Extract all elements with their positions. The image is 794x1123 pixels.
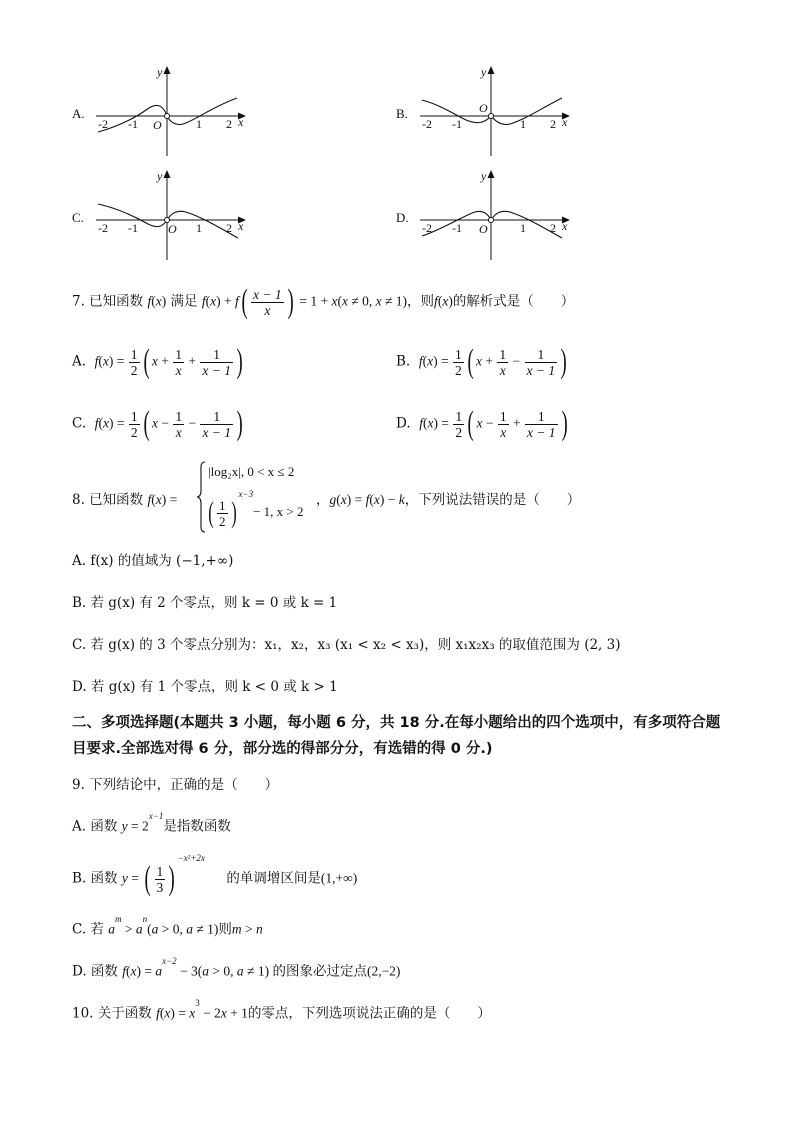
q10-stem: 10. 关于函数 $f(x) = x^3 - 2x + 1$的零点，下列选项说法正确的是（ ） xyxy=(72,998,491,1022)
tick-label: -2 xyxy=(98,221,108,235)
q9-option-d: D. 函数 $f(x) = a^{x-2} - 3(a > 0$, a ≠ 1) 的图象必过定点(2,−2) xyxy=(72,956,401,980)
q9-stem: 9. 下列结论中，正确的是（ ） xyxy=(72,777,279,793)
origin-label: O xyxy=(479,101,488,115)
q9-option-c: C. 若 $a^m > a^n(a > 0$, a ≠ 1)则m > n xyxy=(72,914,263,938)
q8-option-b: B. 若 g(x) 有 2 个零点，则 k = 0 或 k = 1 xyxy=(72,595,338,611)
tick-label: -2 xyxy=(422,117,432,131)
q8-piece-1: |log₂x|, 0 < x ≤ 2 xyxy=(208,464,295,479)
tick-label: 2 xyxy=(550,221,556,235)
q8-option-c: C. 若 g(x) 的 3 个零点分别为：x₁，x₂，x₃ (x₁ < x₂ < x₃)，则 x₁x₂x₃ 的取值范围为 (2, 3) xyxy=(72,637,621,653)
axis-x-label: x xyxy=(238,115,244,129)
q9-b-pre: B. 函数 xyxy=(72,870,118,887)
q9-a-post: 是指数函数 xyxy=(163,818,231,835)
q9-a-pre: A. 函数 xyxy=(72,818,118,835)
q7-stem-pre: 7. 已知函数 xyxy=(72,293,144,310)
q9-option-b: B. 函数 y = ( $\frac{1}{3}$ )$^{-x^2+2x}$ 的单调增区间是(1,+∞) xyxy=(72,853,358,897)
q8-stem-post-wrap: ，g(x) = f(x) − k，下列说法错误的是（ ） xyxy=(316,492,581,508)
q7-stem-mid: 满足 xyxy=(170,293,198,310)
option-c-label: C. xyxy=(72,210,84,225)
graph-option-b xyxy=(414,64,574,160)
q8-piece-2-wrap: ( $\frac{1}{2}$ )$^{x-3}$− 1, x > 2 xyxy=(208,488,304,529)
tick-label: 2 xyxy=(226,117,232,131)
q7-option-a: A. f(x) = $\frac{1}{2}$ ( x + $\frac{1}{x}$ + $\frac{1}{x - 1}$ ) xyxy=(72,343,243,380)
axis-x-label: x xyxy=(562,219,568,233)
axis-x-label: x xyxy=(238,219,244,233)
option-letter: C. xyxy=(72,415,87,432)
tick-label: -1 xyxy=(452,117,462,131)
q8-stem-pre-wrap: 8. 已知函数 f(x) = xyxy=(72,492,178,508)
origin-label: O xyxy=(153,118,162,132)
q7-stem: 7. 已知函数 f(x) 满足 f(x) + f( $\frac{x - 1}{x}$ ) = 1 + x(x ≠ 0, x ≠ 1)，则f(x)的解析式是（ ） xyxy=(72,283,575,320)
graph-option-c xyxy=(90,168,250,264)
tick-label: -2 xyxy=(422,221,432,235)
q9-d-post: 的图象必过定点 xyxy=(272,963,367,980)
q8-piece-2: − 1, x > 2 xyxy=(253,503,304,519)
tick-label: -1 xyxy=(452,221,462,235)
q9-d-pre: D. 函数 xyxy=(72,963,118,980)
axis-y-label: y xyxy=(481,169,487,183)
q9-option-a: A. 函数 $y = 2^{x-1}$是指数函数 xyxy=(72,811,231,835)
option-letter: B. xyxy=(396,353,411,370)
tick-label: 1 xyxy=(196,221,202,235)
graph-option-d xyxy=(414,168,574,264)
q7-option-d: D. f(x) = $\frac{1}{2}$ ( x − $\frac{1}{x}$ + $\frac{1}{x - 1}$ ) xyxy=(396,405,568,442)
q7-option-c: C. f(x) = $\frac{1}{2}$ ( x − $\frac{1}{x}$ − $\frac{1}{x - 1}$ ) xyxy=(72,405,243,442)
option-d-label: D. xyxy=(396,210,409,225)
tick-label: -1 xyxy=(128,221,138,235)
option-letter: D. xyxy=(396,415,411,432)
q10-stem-post: 的零点，下列选项说法正确的是（ ） xyxy=(247,1005,491,1022)
section-2-heading: 二、多项选择题(本题共 3 小题，每小题 6 分，共 18 分.在每小题给出的四个选项中，有多项符合题目要求.全部选对得 6 分，部分选的得部分分，有选错的得 0 分.) xyxy=(72,715,721,757)
origin-label: O xyxy=(479,222,488,236)
math: f xyxy=(147,293,152,309)
q7-option-b: B. f(x) = $\frac{1}{2}$ ( x + $\frac{1}{x}$ − $\frac{1}{x - 1}$ ) xyxy=(396,343,567,380)
q9-b-post: 的单调增区间是 xyxy=(226,870,321,887)
q8-option-d: D. 若 g(x) 有 1 个零点，则 k < 0 或 k > 1 xyxy=(72,679,338,695)
q8-option-a: A. f(x) 的值域为 (−1,+∞) xyxy=(72,553,234,569)
tick-label: 2 xyxy=(226,221,232,235)
q7-stem-post: ，则 xyxy=(407,293,435,310)
q9-c-post: 则 xyxy=(218,921,232,938)
axis-y-label: y xyxy=(481,65,487,79)
piecewise-brace xyxy=(196,461,206,533)
tick-label: 2 xyxy=(550,117,556,131)
q7-stem-end: 的解析式是（ ） xyxy=(452,293,575,310)
graph-option-a xyxy=(90,64,250,160)
tick-label: 1 xyxy=(520,221,526,235)
tick-label: 1 xyxy=(520,117,526,131)
axis-y-label: y xyxy=(157,169,163,183)
axis-x-label: x xyxy=(562,115,568,129)
q8-stem-post: ，下列说法错误的是（ ） xyxy=(404,492,581,508)
option-b-label: B. xyxy=(396,106,408,121)
tick-label: -1 xyxy=(128,117,138,131)
tick-label: 1 xyxy=(196,117,202,131)
q9-c-pre: C. 若 xyxy=(72,921,104,938)
q10-stem-pre: 10. 关于函数 xyxy=(72,1005,152,1022)
tick-label: -2 xyxy=(98,117,108,131)
option-a-label: A. xyxy=(72,106,85,121)
axis-y-label: y xyxy=(157,65,163,79)
q8-stem-pre: 8. 已知函数 xyxy=(72,492,144,508)
option-letter: A. xyxy=(72,353,87,370)
origin-label: O xyxy=(168,222,177,236)
